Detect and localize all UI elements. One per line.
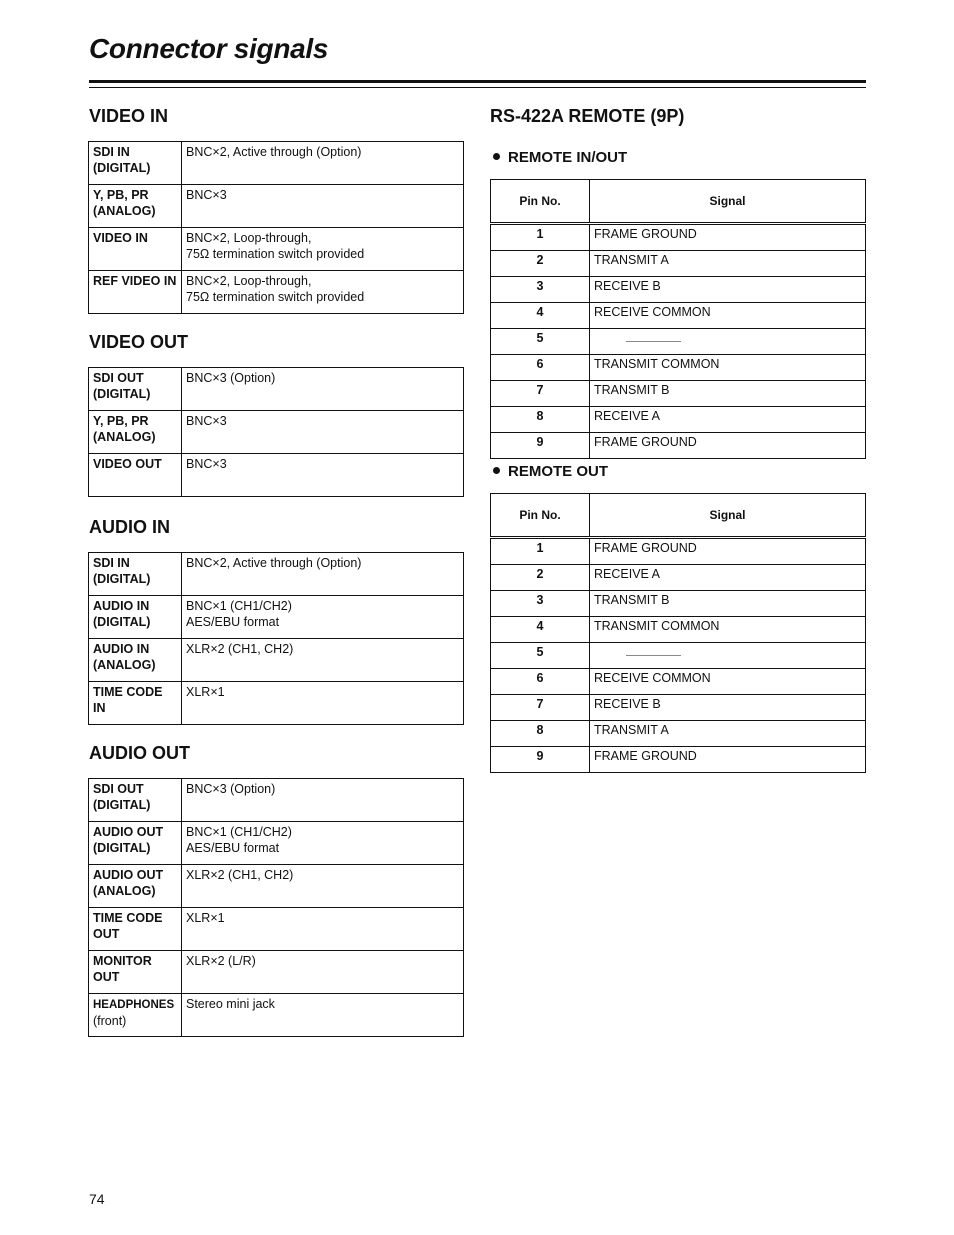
audio-in-table: [88, 552, 464, 725]
video-in-table: [88, 141, 464, 314]
spec-value: BNC×2, Loop-through, 75Ω termination switch provided: [182, 228, 464, 271]
table-row: 3 TRANSMIT B: [491, 591, 866, 617]
table-row: [89, 908, 464, 951]
page-title: Connector signals: [89, 33, 329, 64]
table-row: [89, 185, 464, 228]
remote-out-table: [490, 493, 866, 773]
spec-key: AUDIO OUT (DIGITAL): [89, 822, 182, 865]
table-row: 8 TRANSMIT A: [491, 721, 866, 747]
remote-inout-table: [490, 179, 866, 459]
table-row: 2 RECEIVE A: [491, 565, 866, 591]
video-in-heading: VIDEO IN: [89, 106, 169, 126]
spec-key: TIME CODE IN: [89, 682, 182, 725]
video-out-table: [88, 367, 464, 497]
spec-key: HEADPHONES (front): [89, 994, 182, 1037]
table-row: [89, 682, 464, 725]
signal-dash: [590, 329, 866, 355]
table-row: 7 RECEIVE B: [491, 695, 866, 721]
spec-key: TIME CODE OUT: [89, 908, 182, 951]
page-number: 74: [89, 1191, 105, 1207]
table-row: 7 TRANSMIT B: [491, 381, 866, 407]
spec-key: AUDIO IN (DIGITAL): [89, 596, 182, 639]
audio-out-table: [88, 778, 464, 1037]
table-row: [89, 596, 464, 639]
col-signal-header: Signal: [590, 494, 866, 538]
table-header-row: [491, 180, 866, 224]
table-row: 2 TRANSMIT A: [491, 251, 866, 277]
rs422-heading: RS-422A REMOTE (9P): [490, 106, 685, 126]
table-row: 5: [491, 329, 866, 355]
table-row: 6 RECEIVE COMMON: [491, 669, 866, 695]
spec-key: SDI IN (DIGITAL): [89, 553, 182, 596]
table-row: 6 TRANSMIT COMMON: [491, 355, 866, 381]
table-row: 9 FRAME GROUND: [491, 433, 866, 459]
spec-key: VIDEO IN: [89, 228, 182, 271]
table-row: 4 RECEIVE COMMON: [491, 303, 866, 329]
table-row: [89, 639, 464, 682]
spec-value: XLR×2 (CH1, CH2): [182, 865, 464, 908]
col-signal-header: Signal: [590, 180, 866, 224]
spec-value: BNC×2, Active through (Option): [182, 553, 464, 596]
table-row: [89, 454, 464, 497]
table-row: 4 TRANSMIT COMMON: [491, 617, 866, 643]
spec-key: SDI OUT (DIGITAL): [89, 368, 182, 411]
table-row: 1 FRAME GROUND: [491, 224, 866, 251]
table-row: [89, 411, 464, 454]
col-pin-header: Pin No.: [491, 180, 590, 224]
spec-value: XLR×2 (CH1, CH2): [182, 639, 464, 682]
spec-value: BNC×1 (CH1/CH2) AES/EBU format: [182, 596, 464, 639]
table-row: 5: [491, 643, 866, 669]
table-header-row: [491, 494, 866, 538]
table-row: [89, 368, 464, 411]
table-row: 8 RECEIVE A: [491, 407, 866, 433]
table-row: [89, 271, 464, 314]
spec-value: XLR×2 (L/R): [182, 951, 464, 994]
spec-value: BNC×2, Active through (Option): [182, 142, 464, 185]
spec-value: Stereo mini jack: [182, 994, 464, 1037]
audio-in-heading: AUDIO IN: [89, 517, 170, 537]
col-pin-header: Pin No.: [491, 494, 590, 538]
spec-key: SDI IN (DIGITAL): [89, 142, 182, 185]
spec-value: BNC×3: [182, 454, 464, 497]
table-row: 3 RECEIVE B: [491, 277, 866, 303]
table-row: 1 FRAME GROUND: [491, 538, 866, 565]
video-out-heading: VIDEO OUT: [89, 332, 189, 352]
spec-key: VIDEO OUT: [89, 454, 182, 497]
spec-key: AUDIO IN (ANALOG): [89, 639, 182, 682]
remote-out-heading: REMOTE OUT: [490, 463, 608, 480]
title-rule-thin: [89, 87, 866, 88]
table-row: [89, 951, 464, 994]
audio-out-heading: AUDIO OUT: [89, 743, 190, 763]
spec-key: AUDIO OUT (ANALOG): [89, 865, 182, 908]
spec-value: BNC×3 (Option): [182, 368, 464, 411]
table-row: [89, 142, 464, 185]
table-row: [89, 865, 464, 908]
spec-key: SDI OUT (DIGITAL): [89, 779, 182, 822]
spec-value: BNC×2, Loop-through, 75Ω termination switch provided: [182, 271, 464, 314]
table-row: [89, 994, 464, 1037]
remote-inout-heading: REMOTE IN/OUT: [490, 149, 627, 166]
bullet-icon: [493, 467, 500, 474]
spec-value: BNC×3: [182, 185, 464, 228]
spec-key: Y, PB, PR (ANALOG): [89, 411, 182, 454]
spec-key: MONITOR OUT: [89, 951, 182, 994]
spec-value: BNC×1 (CH1/CH2) AES/EBU format: [182, 822, 464, 865]
spec-key: Y, PB, PR (ANALOG): [89, 185, 182, 228]
spec-value: XLR×1: [182, 682, 464, 725]
table-row: [89, 822, 464, 865]
spec-value: XLR×1: [182, 908, 464, 951]
signal-dash: [590, 643, 866, 669]
bullet-icon: [493, 153, 500, 160]
spec-value: BNC×3 (Option): [182, 779, 464, 822]
spec-value: BNC×3: [182, 411, 464, 454]
table-row: 9 FRAME GROUND: [491, 747, 866, 773]
table-row: [89, 553, 464, 596]
table-row: [89, 228, 464, 271]
table-row: [89, 779, 464, 822]
title-rule-thick: [89, 80, 866, 83]
spec-key: REF VIDEO IN: [89, 271, 182, 314]
